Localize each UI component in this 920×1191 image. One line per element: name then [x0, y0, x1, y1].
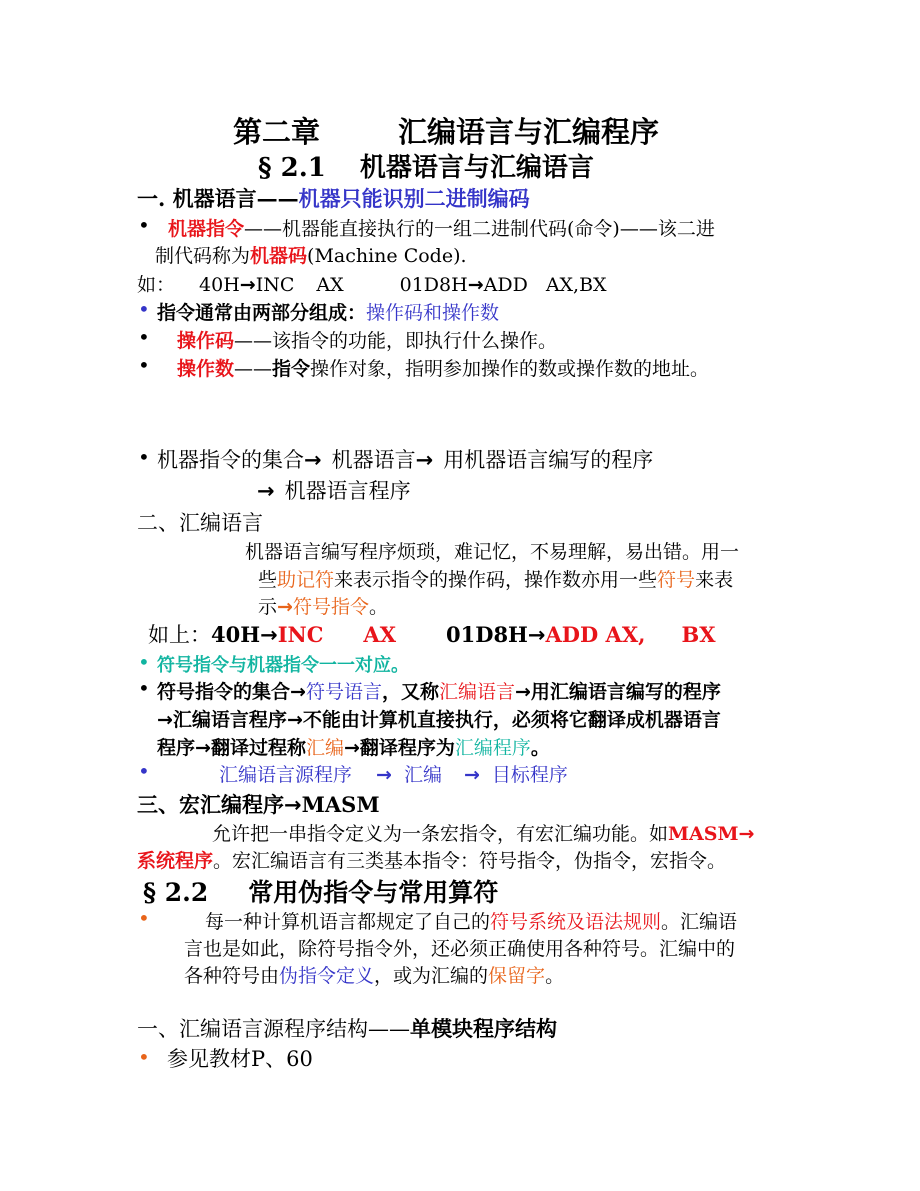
text: INC [277, 622, 324, 647]
text: AX,BX [545, 274, 607, 296]
text: AX [316, 274, 344, 296]
text: 机器语言 [331, 448, 416, 472]
arrow-right-icon: → [290, 681, 306, 703]
term-machine-instruction: 机器指令 [168, 218, 245, 240]
text: 来表示指令的操作码，操作数亦用一些 [334, 569, 658, 591]
bullet-icon: • [138, 1045, 150, 1069]
machine-example [137, 270, 607, 297]
arrow-right-icon: → [527, 623, 546, 647]
section-number: § 2.2 [143, 878, 209, 907]
text: 。 [545, 965, 565, 987]
text: 如上： [148, 623, 211, 647]
arrow-right-icon: → [195, 737, 211, 759]
term-symbolic-instruction: 符号指令 [292, 596, 369, 618]
textbook-reference: 参见教材P、60 [167, 1047, 313, 1071]
text: ，或为汇编的 [374, 965, 489, 987]
term-masm: MASM [668, 823, 739, 845]
chapter-title [233, 110, 659, 151]
arrow-right-icon: → [277, 596, 293, 618]
arrow-right-icon: → [463, 764, 480, 786]
text: 来表 [695, 569, 734, 591]
text: 符号指令的集合 [157, 681, 291, 703]
symbols-line3 [184, 961, 564, 988]
text: 指令 [272, 358, 311, 380]
arrow-right-icon: → [284, 793, 302, 817]
text: 01D8H [399, 274, 468, 296]
text: 。宏汇编语言有三类基本指令：符号指令，伪指令，宏指令。 [213, 850, 727, 872]
part3-heading [137, 789, 380, 819]
term-system-program: 系统程序 [137, 850, 214, 872]
opcode-definition [177, 326, 557, 353]
symbolic-language-line2 [157, 705, 721, 732]
text: ——机器能直接执行的一组二进制代码(命令)——该二进 [244, 218, 715, 240]
symbolic-language-line1 [157, 677, 721, 704]
term-reserved-word: 保留字 [488, 965, 546, 987]
bullet-icon: • [138, 297, 150, 321]
text: AX [363, 622, 397, 647]
term-symbol: 符号 [657, 569, 696, 591]
text: 用汇编语言编写的程序 [530, 681, 721, 703]
text: —— [234, 358, 273, 380]
text: 。 [530, 737, 550, 759]
opcode-operand: 操作码和操作数 [366, 302, 500, 324]
text: 汇编语言程序 [172, 709, 287, 731]
text: ，又称 [381, 681, 439, 703]
text: 用机器语言编写的程序 [443, 448, 654, 472]
bullet-icon: • [138, 353, 150, 377]
arrow-right-icon: → [260, 623, 278, 647]
machine-instruction-line1 [168, 214, 715, 241]
section-2-2-heading [143, 873, 498, 909]
arrow-right-icon: → [343, 737, 360, 759]
text: 01D8H [446, 622, 528, 647]
text: 如： [137, 274, 176, 296]
bullet-icon: • [138, 325, 150, 349]
text: ——该指令的功能，即执行什么操作。 [234, 330, 558, 352]
part1-heading [137, 183, 530, 213]
text: ADD AX, [545, 622, 646, 647]
part2-heading: 二、汇编语言 [137, 511, 263, 535]
assembly-example [148, 619, 716, 649]
text: 40H [211, 622, 261, 647]
part1-heading-highlight: 机器只能识别二进制编码 [298, 186, 530, 211]
arrow-right-icon: → [467, 274, 484, 296]
structure-heading [137, 1013, 557, 1043]
text: 制代码称为 [155, 245, 251, 267]
arrow-right-icon: → [286, 709, 303, 731]
term-mnemonic: 助记符 [277, 569, 335, 591]
bullet-icon: • [138, 759, 150, 783]
text: 汇编 [403, 764, 442, 786]
text: 翻译过程称 [210, 737, 306, 759]
text: 单模块程序结构 [410, 1016, 557, 1041]
arrow-right-icon: → [157, 709, 173, 731]
text: 汇编语言源程序 [219, 764, 353, 786]
text: 各种符号由 [184, 965, 280, 987]
term-symbol-system: 符号系统及语法规则 [490, 911, 662, 933]
arrow-right-icon: → [257, 479, 275, 503]
arrow-right-icon: → [239, 274, 256, 296]
part1-heading-text: 一. 机器语言—— [137, 186, 299, 211]
text: 指令通常由两部分组成： [157, 302, 367, 324]
section-number: § 2.1 [258, 153, 326, 183]
text: 程序 [157, 737, 196, 759]
text: 机器语言程序 [284, 479, 411, 503]
assembly-intro-line3 [258, 592, 388, 619]
arrow-right-icon: → [738, 823, 755, 845]
macro-line2 [137, 846, 726, 873]
text: 40H [199, 274, 240, 296]
text: 允许把一串指令定义为一条宏指令，有宏汇编功能。如 [212, 823, 669, 845]
one-to-one-note: 符号指令与机器指令一一对应。 [157, 655, 409, 676]
text: (Machine Code). [307, 245, 467, 267]
section-2-1-heading [258, 147, 594, 184]
instruction-parts [157, 298, 499, 325]
text: 些 [258, 569, 278, 591]
text: 示 [258, 596, 278, 618]
chapter-label: 第二章 [233, 115, 321, 149]
term-operand: 操作数 [177, 358, 235, 380]
text: 操作对象，指明参加操作的数或操作数的地址。 [310, 358, 710, 380]
text: 目标程序 [491, 764, 568, 786]
symbolic-language-line3 [157, 733, 550, 760]
term-assembly-language: 汇编语言 [438, 681, 515, 703]
section-title: 机器语言与汇编语言 [359, 153, 594, 183]
term-assembler: 汇编程序 [454, 737, 531, 759]
text: 每一种计算机语言都规定了自己的 [205, 911, 491, 933]
arrow-right-icon: → [376, 764, 392, 786]
text: 翻译程序为 [359, 737, 455, 759]
text: 三、宏汇编程序 [137, 792, 284, 817]
macro-line1 [212, 819, 754, 846]
machine-instruction-line2 [155, 241, 467, 268]
text: 。汇编语 [661, 911, 738, 933]
text: 。 [368, 596, 388, 618]
text: BX [681, 622, 716, 647]
machine-language-program [257, 475, 411, 505]
term-pseudo-instruction: 伪指令定义 [279, 965, 375, 987]
term-symbolic-language: 符号语言 [305, 681, 382, 703]
assembly-intro-line1: 机器语言编写程序烦琐，难记忆，不易理解，易出错。用一 [245, 541, 740, 563]
text: MASM [301, 792, 380, 817]
text: ADD [483, 274, 528, 296]
bullet-icon: • [138, 650, 150, 674]
term-assembling: 汇编 [305, 737, 344, 759]
text: 一、汇编语言源程序结构—— [137, 1017, 410, 1041]
text: 不能由计算机直接执行，必须将它翻译成机器语言 [302, 709, 721, 731]
term-machine-code: 机器码 [250, 245, 308, 267]
section-title: 常用伪指令与常用算符 [248, 878, 499, 907]
arrow-right-icon: → [415, 448, 434, 472]
assembly-flow [219, 760, 568, 787]
machine-language-chain [157, 444, 653, 474]
term-opcode: 操作码 [177, 330, 235, 352]
text: 机器指令的集合 [157, 448, 304, 472]
bullet-icon: • [138, 906, 150, 930]
bullet-icon: • [138, 213, 150, 237]
symbols-line2: 言也是如此，除符号指令外，还必须正确使用各种符号。汇编中的 [184, 938, 736, 960]
arrow-right-icon: → [304, 448, 322, 472]
bullet-icon: • [138, 445, 150, 469]
operand-definition [177, 354, 709, 381]
arrow-right-icon: → [514, 681, 531, 703]
symbols-line1 [205, 907, 737, 934]
chapter-name: 汇编语言与汇编程序 [398, 115, 660, 149]
text: INC [255, 274, 295, 296]
assembly-intro-line2 [258, 565, 733, 592]
bullet-icon: • [138, 676, 150, 700]
